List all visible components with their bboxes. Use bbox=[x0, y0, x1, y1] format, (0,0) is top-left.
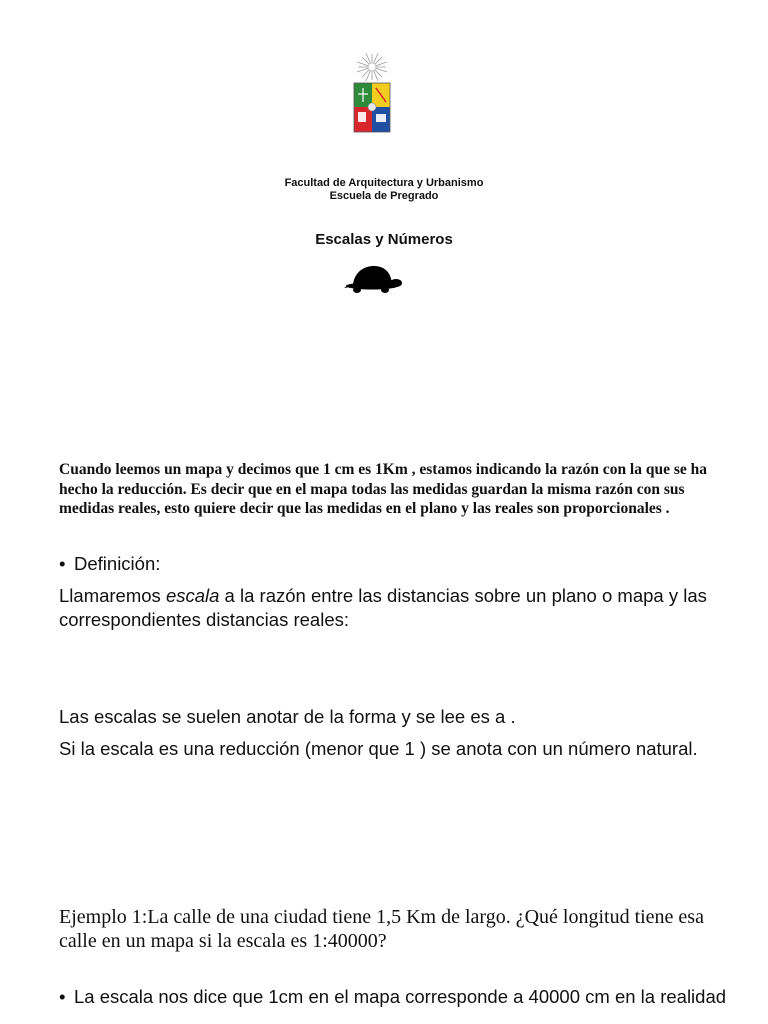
definition-term: escala bbox=[165, 585, 220, 606]
bullet-marker: • bbox=[59, 553, 66, 574]
example-1-text: Ejemplo 1:La calle de una ciudad tiene 1,5 Km de largo. ¿Qué longitud tiene esa calle en un mapa si la escala es 1:40000? bbox=[59, 906, 704, 952]
answer-text: La escala nos dice que 1cm en el mapa corresponde a 40000 cm en la realidad bbox=[74, 986, 727, 1007]
university-crest-icon bbox=[348, 50, 396, 136]
document-title: Escalas y Números bbox=[315, 231, 453, 248]
school-name: Escuela de Pregrado bbox=[329, 190, 439, 202]
bullet-marker: • bbox=[59, 986, 66, 1007]
definition-text-before: Llamaremos bbox=[59, 585, 166, 606]
definition-label: Definición: bbox=[74, 553, 161, 574]
definition-text-after: a la razón entre las distancias sobre un plano o mapa y las correspondientes distancias reales: bbox=[59, 585, 707, 630]
turtle-icon bbox=[344, 262, 402, 298]
definition-text bbox=[59, 584, 709, 632]
faculty-heading bbox=[0, 177, 768, 203]
intro-paragraph: Cuando leemos un mapa y decimos que 1 cm es 1Km , estamos indicando la razón con la que se ha hecho la reducción. Es decir que en el mapa todas las medidas guardan la misma razón con sus medidas reales, esto quiere decir que las medidas en el plano y las reales son proporcionales . bbox=[59, 461, 708, 517]
faculty-name: Facultad de Arquitectura y Urbanismo bbox=[284, 177, 484, 189]
notation-line-2: Si la escala es una reducción (menor que 1 ) se anota con un número natural. bbox=[59, 738, 698, 759]
answer-bullet bbox=[59, 985, 739, 1009]
definition-bullet bbox=[59, 552, 160, 576]
notation-line-1: Las escalas se suelen anotar de la forma y se lee es a . bbox=[59, 706, 516, 727]
